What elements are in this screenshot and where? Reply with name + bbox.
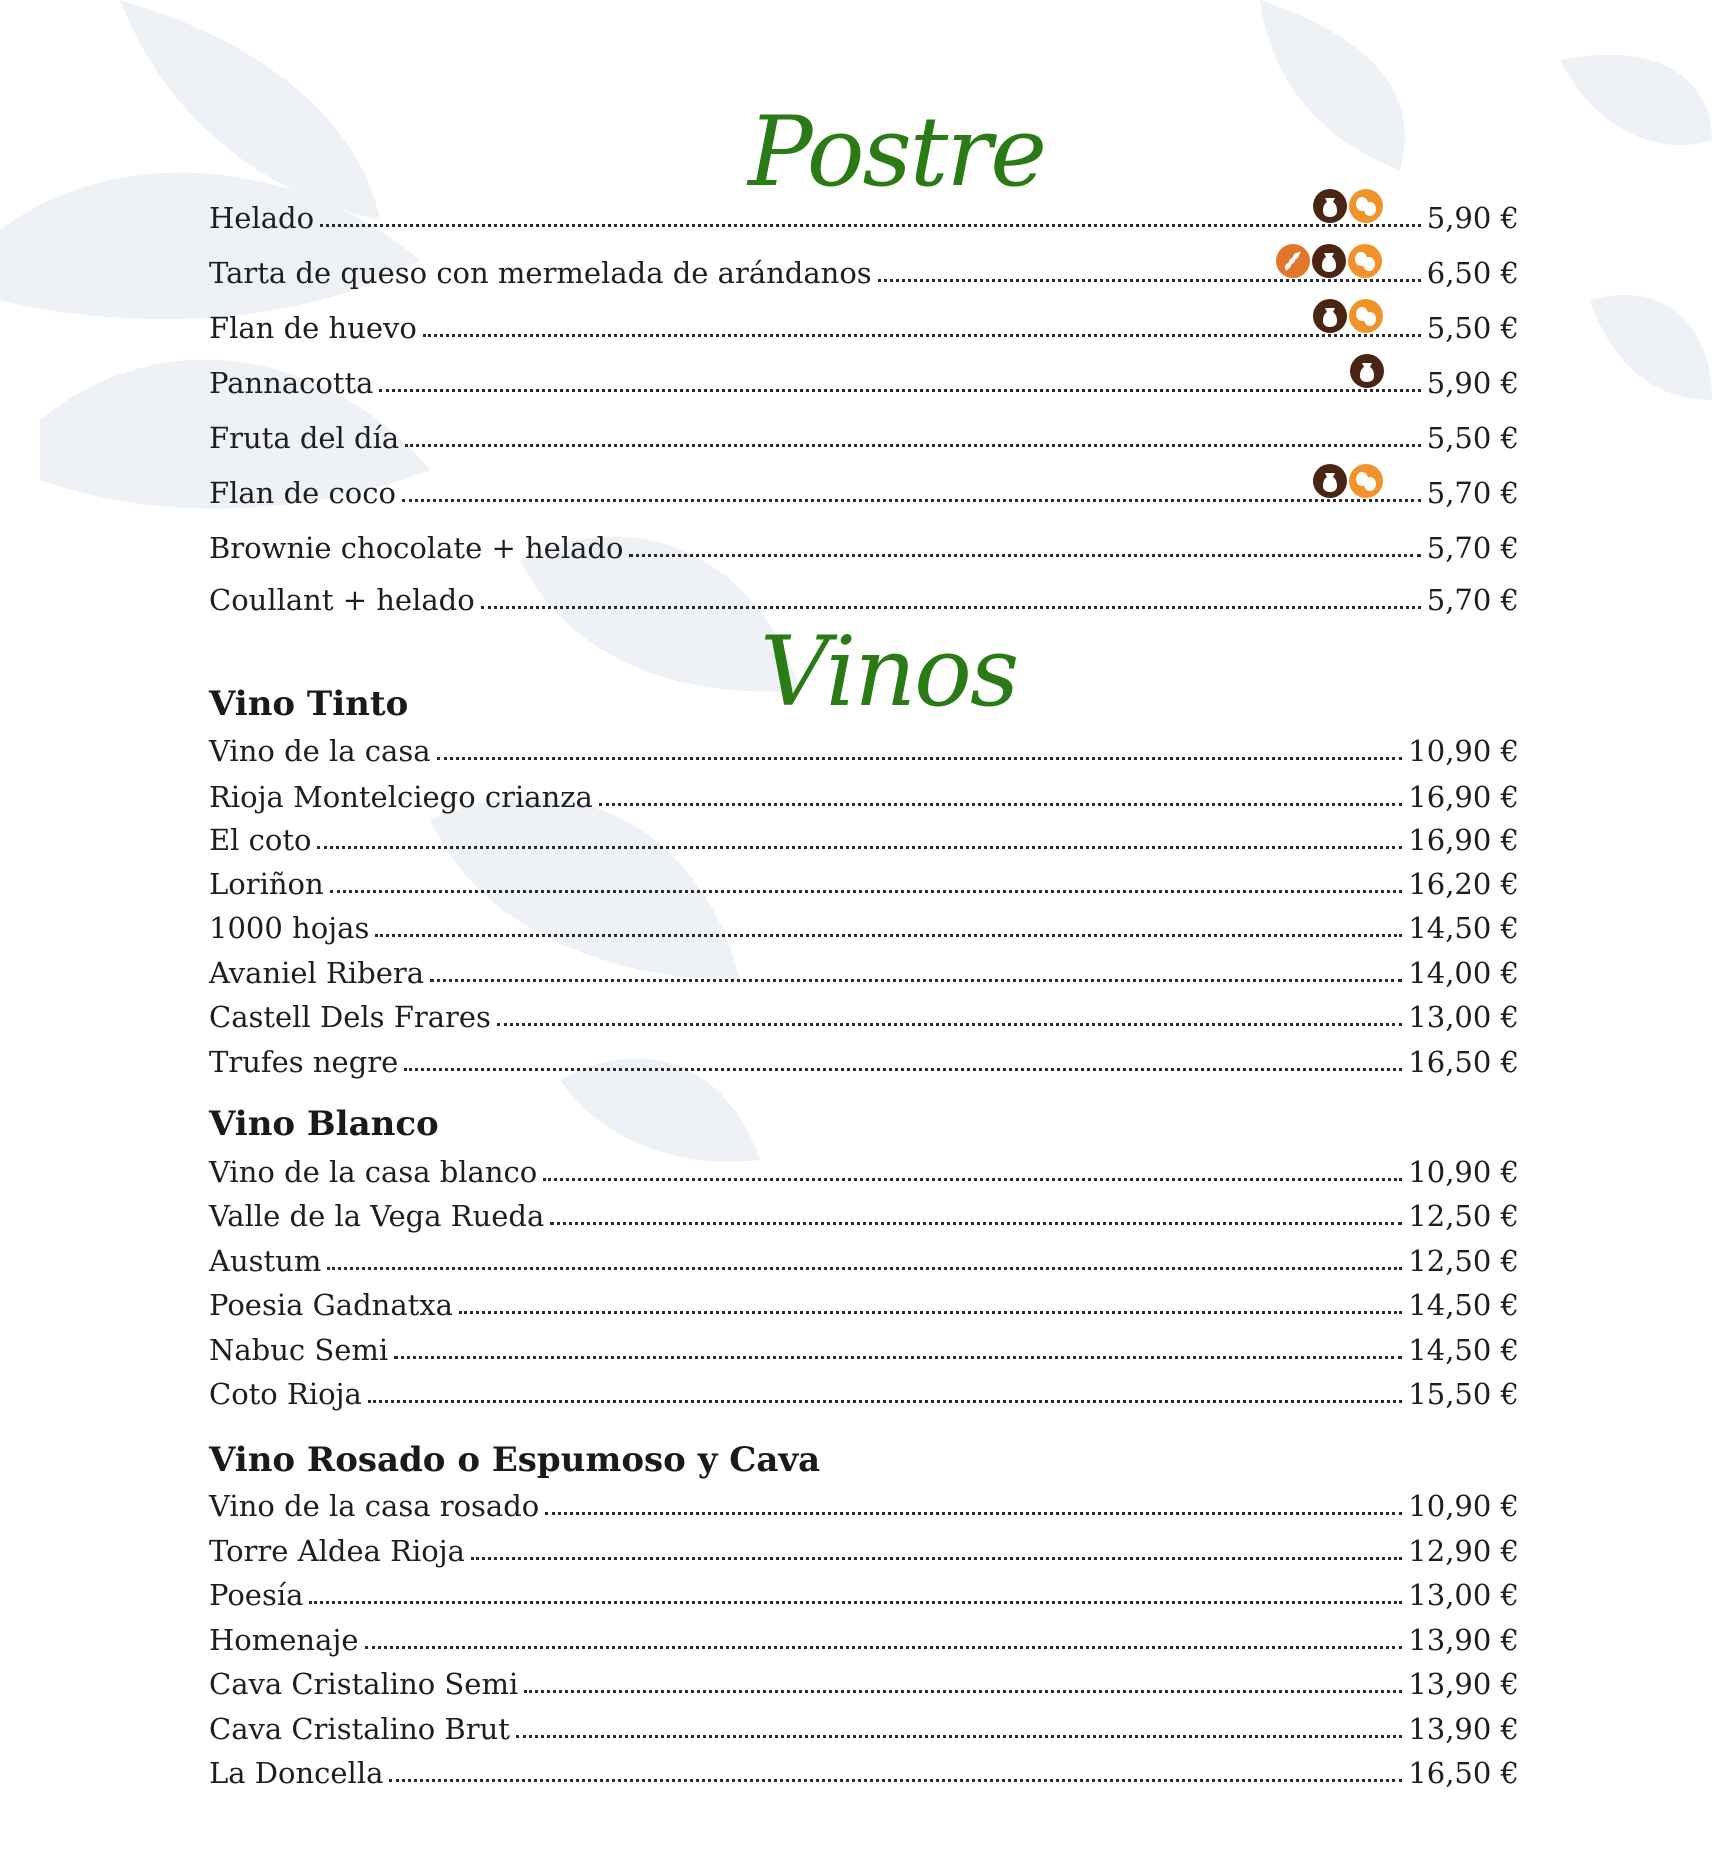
vino-rosado-heading: Vino Rosado o Espumoso y Cava (209, 1440, 821, 1480)
item-price: 16,90 € (1408, 823, 1519, 857)
vino-tinto-heading: Vino Tinto (209, 684, 409, 724)
item-name: Vino de la casa rosado (209, 1489, 540, 1523)
item-price: 10,90 € (1408, 734, 1519, 768)
item-price: 14,50 € (1408, 1288, 1519, 1322)
egg-icon (1349, 464, 1383, 498)
dot-leader (423, 328, 1421, 337)
menu-item (209, 361, 1519, 405)
item-price: 5,70 € (1426, 476, 1519, 510)
gluten-icon (1276, 244, 1310, 278)
egg-icon (1349, 189, 1383, 223)
dot-leader (481, 600, 1421, 609)
menu-item (209, 951, 1519, 995)
item-name: Fruta del día (209, 421, 400, 455)
menu-item (209, 1040, 1519, 1084)
item-price: 5,50 € (1426, 311, 1519, 345)
dot-leader (471, 1551, 1402, 1560)
milk-icon (1350, 354, 1384, 388)
menu-item (209, 862, 1519, 906)
egg-icon (1348, 244, 1382, 278)
menu-item (209, 1707, 1519, 1751)
dot-leader (543, 1172, 1402, 1181)
item-price: 12,90 € (1408, 1534, 1519, 1568)
menu-item (209, 1618, 1519, 1662)
item-name: Homenaje (209, 1623, 359, 1657)
menu-item (209, 775, 1519, 819)
item-price: 10,90 € (1408, 1155, 1519, 1189)
item-price: 14,50 € (1408, 1333, 1519, 1367)
allergen-icons (1313, 189, 1383, 223)
dot-leader (330, 884, 1403, 893)
item-price: 10,90 € (1408, 1489, 1519, 1523)
item-price: 5,70 € (1426, 583, 1519, 617)
dot-leader (320, 218, 1421, 227)
item-name: Coto Rioja (209, 1377, 362, 1411)
item-name: Coullant + helado (209, 583, 475, 617)
menu-item (209, 1150, 1519, 1194)
allergen-icons (1313, 299, 1383, 333)
postre-title: Postre (748, 96, 1046, 208)
item-name: Brownie chocolate + helado (209, 531, 624, 565)
item-name: Flan de coco (209, 476, 396, 510)
menu-item (209, 1239, 1519, 1283)
item-price: 13,90 € (1408, 1623, 1519, 1657)
item-name: Cava Cristalino Brut (209, 1712, 510, 1746)
item-price: 16,50 € (1408, 1756, 1519, 1790)
item-name: Castell Dels Frares (209, 1000, 491, 1034)
item-price: 16,90 € (1408, 780, 1519, 814)
allergen-icons (1313, 464, 1383, 498)
item-price: 12,50 € (1408, 1244, 1519, 1278)
dot-leader (404, 1062, 1402, 1071)
item-price: 5,90 € (1426, 201, 1519, 235)
item-price: 5,70 € (1426, 531, 1519, 565)
menu-item (209, 729, 1519, 773)
item-price: 5,50 € (1426, 421, 1519, 455)
dot-leader (545, 1506, 1402, 1515)
item-price: 14,50 € (1408, 911, 1519, 945)
dot-leader (629, 548, 1420, 557)
dot-leader (394, 1350, 1402, 1359)
milk-icon (1312, 244, 1346, 278)
dot-leader (309, 1595, 1402, 1604)
menu-item (209, 1573, 1519, 1617)
dot-leader (405, 438, 1421, 447)
dot-leader (550, 1216, 1402, 1225)
dot-leader (430, 973, 1402, 982)
allergen-icons (1350, 354, 1384, 388)
item-price: 16,20 € (1408, 867, 1519, 901)
item-name: Pannacotta (209, 366, 374, 400)
menu-item (209, 995, 1519, 1039)
item-price: 13,00 € (1408, 1000, 1519, 1034)
vinos-title: Vinos (760, 616, 1018, 728)
dot-leader (497, 1017, 1402, 1026)
dot-leader (365, 1640, 1403, 1649)
item-price: 12,50 € (1408, 1199, 1519, 1233)
milk-icon (1313, 189, 1347, 223)
item-name: Cava Cristalino Semi (209, 1667, 519, 1701)
menu-item (209, 526, 1519, 570)
menu-item (209, 1328, 1519, 1372)
dot-leader (375, 928, 1402, 937)
item-name: Poesía (209, 1578, 304, 1612)
item-price: 15,50 € (1408, 1377, 1519, 1411)
menu-item (209, 1194, 1519, 1238)
menu-item (209, 1751, 1519, 1795)
item-price: 6,50 € (1426, 256, 1519, 290)
allergen-icons (1276, 244, 1382, 278)
menu-item (209, 818, 1519, 862)
menu-item (209, 1283, 1519, 1327)
item-name: Austum (209, 1244, 322, 1278)
menu-item (209, 906, 1519, 950)
item-price: 13,00 € (1408, 1578, 1519, 1612)
item-name: Vino de la casa blanco (209, 1155, 538, 1189)
dot-leader (459, 1305, 1402, 1314)
item-name: 1000 hojas (209, 911, 370, 945)
dot-leader (599, 797, 1402, 806)
menu-item (209, 1484, 1519, 1528)
menu-item (209, 1372, 1519, 1416)
dot-leader (516, 1729, 1402, 1738)
vino-blanco-heading: Vino Blanco (209, 1104, 439, 1144)
item-name: Rioja Montelciego crianza (209, 780, 593, 814)
dot-leader (524, 1684, 1402, 1693)
item-name: Helado (209, 201, 315, 235)
item-name: El coto (209, 823, 312, 857)
item-name: Trufes negre (209, 1045, 399, 1079)
item-name: La Doncella (209, 1756, 384, 1790)
dot-leader (437, 751, 1403, 760)
dot-leader (317, 840, 1402, 849)
item-name: Nabuc Semi (209, 1333, 389, 1367)
dot-leader (368, 1394, 1402, 1403)
item-name: Valle de la Vega Rueda (209, 1199, 545, 1233)
item-name: Flan de huevo (209, 311, 417, 345)
item-price: 13,90 € (1408, 1667, 1519, 1701)
dot-leader (327, 1261, 1402, 1270)
item-name: Tarta de queso con mermelada de arándanos (209, 256, 872, 290)
item-name: Torre Aldea Rioja (209, 1534, 465, 1568)
item-price: 13,90 € (1408, 1712, 1519, 1746)
menu-item (209, 416, 1519, 460)
dot-leader (389, 1773, 1402, 1782)
egg-icon (1349, 299, 1383, 333)
milk-icon (1313, 299, 1347, 333)
item-price: 16,50 € (1408, 1045, 1519, 1079)
item-name: Avaniel Ribera (209, 956, 425, 990)
item-name: Poesia Gadnatxa (209, 1288, 453, 1322)
dot-leader (402, 493, 1421, 502)
milk-icon (1313, 464, 1347, 498)
menu-item (209, 1529, 1519, 1573)
item-price: 14,00 € (1408, 956, 1519, 990)
item-name: Vino de la casa (209, 734, 431, 768)
item-name: Loriñon (209, 867, 324, 901)
item-price: 5,90 € (1426, 366, 1519, 400)
dot-leader (379, 383, 1420, 392)
menu-item (209, 1662, 1519, 1706)
